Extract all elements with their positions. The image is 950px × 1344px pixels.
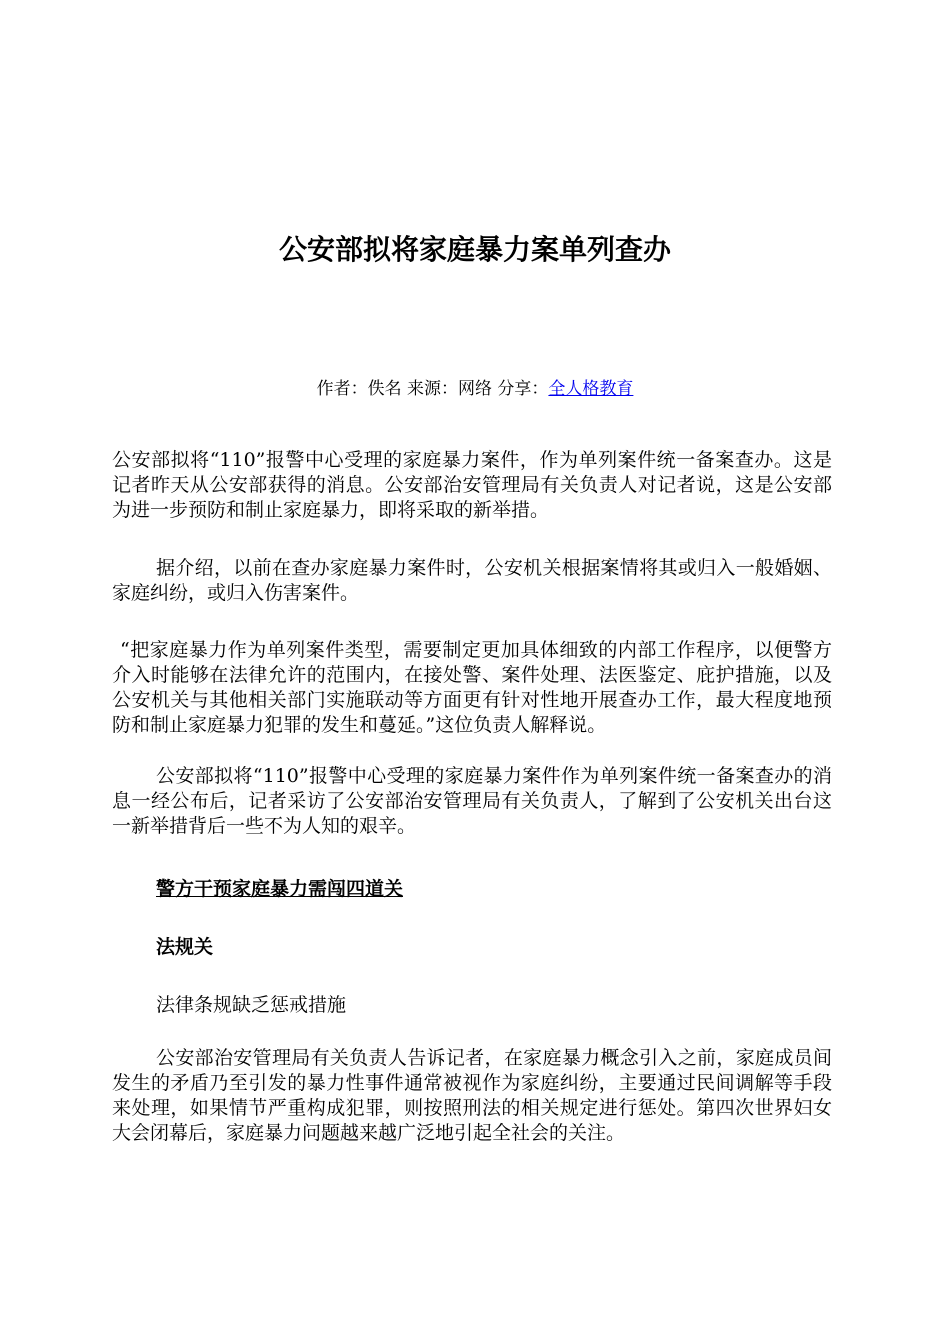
share-link[interactable]: 全人格教育 xyxy=(548,379,634,399)
section-heading: 警方干预家庭暴力需闯四道关 xyxy=(156,878,404,900)
sub-heading: 法规关 xyxy=(156,936,214,958)
sub-title: 法律条规缺乏惩戒措施 xyxy=(156,994,347,1016)
article-meta xyxy=(0,374,950,399)
paragraph-quote: “把家庭暴力作为单列案件类型，需要制定更加具体细致的内部工作程序，以便警方介入时能够在法律允许的范围内，在接处警、案件处理、法医鉴定、庇护措施，以及公安机关与其他相关部门实施联动等方面更有针对性地开展查办工作，最大程度地预防和制止家庭暴力犯罪的发生和蔓延。”这位负责人解释说。 xyxy=(112,639,832,736)
paragraph-intro: 公安部拟将“110”报警中心受理的家庭暴力案件，作为单列案件统一备案查办。这是记者昨天从公安部获得的消息。公安部治安管理局有关负责人对记者说，这是公安部为进一步预防和制止家庭暴力，即将采取的新举措。 xyxy=(112,449,832,521)
meta-info: 作者：佚名 来源：网络 分享： xyxy=(316,379,549,399)
document-title: 公安部拟将家庭暴力案单列查办 xyxy=(278,233,671,266)
paragraph-background: 据介绍，以前在查办家庭暴力案件时，公安机关根据案情将其或归入一般婚姻、家庭纠纷，或归入伤害案件。 xyxy=(112,557,832,604)
paragraph-law: 公安部治安管理局有关负责人告诉记者，在家庭暴力概念引入之前，家庭成员间发生的矛盾乃至引发的暴力性事件通常被视作为家庭纠纷，主要通过民间调解等手段来处理，如果情节严重构成犯罪，则按照刑法的相关规定进行惩处。第四次世界妇女大会闭幕后，家庭暴力问题越来越广泛地引起全社会的关注。 xyxy=(112,1047,832,1144)
paragraph-followup: 公安部拟将“110”报警中心受理的家庭暴力案件作为单列案件统一备案查办的消息一经公布后，记者采访了公安部治安管理局有关负责人，了解到了公安机关出台这一新举措背后一些不为人知的艰辛。 xyxy=(112,765,832,837)
